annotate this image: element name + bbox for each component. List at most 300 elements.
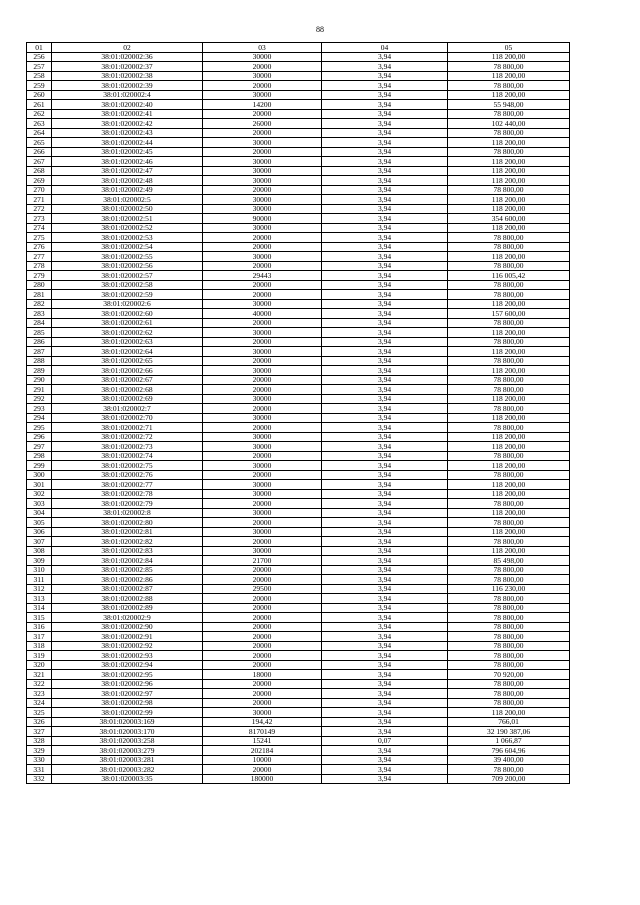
area-cell: 20000: [203, 375, 322, 385]
row-number-cell: 326: [27, 717, 52, 727]
table-row: [27, 147, 570, 157]
cadastral-number-cell: 38:01:020002:73: [52, 442, 203, 452]
cadastral-number-cell: 38:01:020002:60: [52, 309, 203, 319]
cadastral-number-cell: 38:01:020002:42: [52, 119, 203, 129]
row-number-cell: 267: [27, 157, 52, 167]
value-cell: 85 498,00: [448, 556, 570, 566]
cadastral-number-cell: 38:01:020002:40: [52, 100, 203, 110]
row-number-cell: 280: [27, 280, 52, 290]
value-cell: 78 800,00: [448, 81, 570, 91]
value-cell: 78 800,00: [448, 641, 570, 651]
row-number-cell: 273: [27, 214, 52, 224]
rate-cell: 3,94: [322, 366, 448, 376]
page-number: 88: [316, 25, 324, 34]
rate-cell: 3,94: [322, 698, 448, 708]
value-cell: 118 200,00: [448, 708, 570, 718]
rate-cell: 3,94: [322, 318, 448, 328]
area-cell: 30000: [203, 195, 322, 205]
rate-cell: 3,94: [322, 52, 448, 62]
cadastral-value-table: [26, 42, 570, 784]
row-number-cell: 318: [27, 641, 52, 651]
rate-cell: 3,94: [322, 432, 448, 442]
rate-cell: 3,94: [322, 337, 448, 347]
rate-cell: 3,94: [322, 641, 448, 651]
area-cell: 20000: [203, 679, 322, 689]
table-row: [27, 698, 570, 708]
rate-cell: 3,94: [322, 147, 448, 157]
value-cell: 78 800,00: [448, 594, 570, 604]
area-cell: 20000: [203, 81, 322, 91]
rate-cell: 3,94: [322, 261, 448, 271]
cadastral-number-cell: 38:01:020002:68: [52, 385, 203, 395]
area-cell: 20000: [203, 613, 322, 623]
table-row: [27, 375, 570, 385]
area-cell: 20000: [203, 337, 322, 347]
table-row: [27, 81, 570, 91]
table-row: [27, 708, 570, 718]
area-cell: 20000: [203, 594, 322, 604]
value-cell: 55 948,00: [448, 100, 570, 110]
rate-cell: 3,94: [322, 119, 448, 129]
value-cell: 78 800,00: [448, 470, 570, 480]
row-number-cell: 276: [27, 242, 52, 252]
row-number-cell: 256: [27, 52, 52, 62]
area-cell: 20000: [203, 147, 322, 157]
row-number-cell: 290: [27, 375, 52, 385]
table-row: [27, 280, 570, 290]
area-cell: 20000: [203, 385, 322, 395]
row-number-cell: 277: [27, 252, 52, 262]
value-cell: 78 800,00: [448, 765, 570, 775]
rate-cell: 3,94: [322, 689, 448, 699]
rate-cell: 3,94: [322, 594, 448, 604]
row-number-cell: 327: [27, 727, 52, 737]
area-cell: 20000: [203, 470, 322, 480]
rate-cell: 3,94: [322, 727, 448, 737]
value-cell: 78 800,00: [448, 632, 570, 642]
value-cell: 78 800,00: [448, 698, 570, 708]
table-row: [27, 489, 570, 499]
area-cell: 10000: [203, 755, 322, 765]
table-row: [27, 651, 570, 661]
value-cell: 118 200,00: [448, 223, 570, 233]
cadastral-number-cell: 38:01:020002:36: [52, 52, 203, 62]
cadastral-number-cell: 38:01:020002:61: [52, 318, 203, 328]
rate-cell: 3,94: [322, 413, 448, 423]
area-cell: 40000: [203, 309, 322, 319]
value-cell: 118 200,00: [448, 432, 570, 442]
value-cell: 78 800,00: [448, 518, 570, 528]
row-number-cell: 265: [27, 138, 52, 148]
rate-cell: 3,94: [322, 356, 448, 366]
value-cell: 78 800,00: [448, 261, 570, 271]
rate-cell: 3,94: [322, 461, 448, 471]
rate-cell: 3,94: [322, 556, 448, 566]
value-cell: 118 200,00: [448, 166, 570, 176]
value-cell: 78 800,00: [448, 404, 570, 414]
row-number-cell: 313: [27, 594, 52, 604]
rate-cell: 3,94: [322, 613, 448, 623]
value-cell: 118 200,00: [448, 328, 570, 338]
row-number-cell: 274: [27, 223, 52, 233]
value-cell: 354 600,00: [448, 214, 570, 224]
table-row: [27, 461, 570, 471]
rate-cell: 3,94: [322, 423, 448, 433]
rate-cell: 3,94: [322, 252, 448, 262]
rate-cell: 3,94: [322, 480, 448, 490]
rate-cell: 3,94: [322, 527, 448, 537]
row-number-cell: 261: [27, 100, 52, 110]
area-cell: 20000: [203, 318, 322, 328]
row-number-cell: 332: [27, 774, 52, 784]
value-cell: 157 600,00: [448, 309, 570, 319]
rate-cell: 3,94: [322, 328, 448, 338]
area-cell: 30000: [203, 347, 322, 357]
area-cell: 30000: [203, 480, 322, 490]
row-number-cell: 329: [27, 746, 52, 756]
area-cell: 26000: [203, 119, 322, 129]
area-cell: 30000: [203, 527, 322, 537]
area-cell: 30000: [203, 461, 322, 471]
table-row: [27, 62, 570, 72]
area-cell: 30000: [203, 489, 322, 499]
area-cell: 30000: [203, 508, 322, 518]
cadastral-number-cell: 38:01:020002:57: [52, 271, 203, 281]
value-cell: 78 800,00: [448, 679, 570, 689]
rate-cell: 3,94: [322, 755, 448, 765]
cadastral-number-cell: 38:01:020002:84: [52, 556, 203, 566]
area-cell: 30000: [203, 138, 322, 148]
rate-cell: 3,94: [322, 660, 448, 670]
value-cell: 78 800,00: [448, 613, 570, 623]
rate-cell: 3,94: [322, 575, 448, 585]
cadastral-number-cell: 38:01:020002:92: [52, 641, 203, 651]
cadastral-number-cell: 38:01:020002:37: [52, 62, 203, 72]
value-cell: 78 800,00: [448, 689, 570, 699]
area-cell: 30000: [203, 442, 322, 452]
value-cell: 78 800,00: [448, 451, 570, 461]
row-number-cell: 304: [27, 508, 52, 518]
rate-cell: 3,94: [322, 242, 448, 252]
area-cell: 30000: [203, 90, 322, 100]
value-cell: 78 800,00: [448, 356, 570, 366]
row-number-cell: 281: [27, 290, 52, 300]
table-row: [27, 214, 570, 224]
rate-cell: 3,94: [322, 204, 448, 214]
table-row: [27, 185, 570, 195]
cadastral-number-cell: 38:01:020002:69: [52, 394, 203, 404]
table-row: [27, 318, 570, 328]
rate-cell: 3,94: [322, 214, 448, 224]
row-number-cell: 294: [27, 413, 52, 423]
row-number-cell: 325: [27, 708, 52, 718]
cadastral-number-cell: 38:01:020002:74: [52, 451, 203, 461]
rate-cell: 3,94: [322, 651, 448, 661]
area-cell: 20000: [203, 128, 322, 138]
rate-cell: 3,94: [322, 708, 448, 718]
table-row: [27, 556, 570, 566]
cadastral-number-cell: 38:01:020002:44: [52, 138, 203, 148]
area-cell: 20000: [203, 603, 322, 613]
rate-cell: 3,94: [322, 518, 448, 528]
value-cell: 78 800,00: [448, 575, 570, 585]
cadastral-number-cell: 38:01:020002:87: [52, 584, 203, 594]
rate-cell: 3,94: [322, 442, 448, 452]
header-cell-01: 01: [27, 43, 52, 53]
table-row: [27, 271, 570, 281]
rate-cell: 3,94: [322, 81, 448, 91]
table-row: [27, 394, 570, 404]
cadastral-number-cell: 38:01:020003:279: [52, 746, 203, 756]
row-number-cell: 295: [27, 423, 52, 433]
row-number-cell: 282: [27, 299, 52, 309]
value-cell: 118 200,00: [448, 413, 570, 423]
cadastral-number-cell: 38:01:020003:282: [52, 765, 203, 775]
row-number-cell: 308: [27, 546, 52, 556]
row-number-cell: 314: [27, 603, 52, 613]
area-cell: 20000: [203, 423, 322, 433]
table-row: [27, 385, 570, 395]
row-number-cell: 321: [27, 670, 52, 680]
rate-cell: 3,94: [322, 185, 448, 195]
rate-cell: 3,94: [322, 717, 448, 727]
rate-cell: 3,94: [322, 679, 448, 689]
cadastral-number-cell: 38:01:020002:64: [52, 347, 203, 357]
cadastral-number-cell: 38:01:020002:91: [52, 632, 203, 642]
table-body: [27, 52, 570, 784]
row-number-cell: 303: [27, 499, 52, 509]
row-number-cell: 319: [27, 651, 52, 661]
row-number-cell: 310: [27, 565, 52, 575]
rate-cell: 3,94: [322, 489, 448, 499]
cadastral-number-cell: 38:01:020002:77: [52, 480, 203, 490]
area-cell: 20000: [203, 765, 322, 775]
value-cell: 118 200,00: [448, 71, 570, 81]
area-cell: 90000: [203, 214, 322, 224]
value-cell: 78 800,00: [448, 147, 570, 157]
cadastral-number-cell: 38:01:020002:41: [52, 109, 203, 119]
row-number-cell: 292: [27, 394, 52, 404]
row-number-cell: 268: [27, 166, 52, 176]
area-cell: 20000: [203, 537, 322, 547]
area-cell: 20000: [203, 261, 322, 271]
cadastral-number-cell: 38:01:020002:62: [52, 328, 203, 338]
cadastral-number-cell: 38:01:020002:43: [52, 128, 203, 138]
area-cell: 30000: [203, 223, 322, 233]
row-number-cell: 263: [27, 119, 52, 129]
table-row: [27, 138, 570, 148]
value-cell: 118 200,00: [448, 461, 570, 471]
header-cell-03: 03: [203, 43, 322, 53]
table-row: [27, 337, 570, 347]
table-row: [27, 632, 570, 642]
cadastral-number-cell: 38:01:020002:47: [52, 166, 203, 176]
cadastral-number-cell: 38:01:020002:6: [52, 299, 203, 309]
table-row: [27, 347, 570, 357]
rate-cell: 3,94: [322, 109, 448, 119]
rate-cell: 3,94: [322, 746, 448, 756]
table-row: [27, 613, 570, 623]
table-row: [27, 176, 570, 186]
area-cell: 20000: [203, 641, 322, 651]
value-cell: 78 800,00: [448, 565, 570, 575]
table-row: [27, 166, 570, 176]
rate-cell: 3,94: [322, 90, 448, 100]
value-cell: 78 800,00: [448, 109, 570, 119]
table-row: [27, 309, 570, 319]
area-cell: 29443: [203, 271, 322, 281]
cadastral-number-cell: 38:01:020002:59: [52, 290, 203, 300]
rate-cell: 3,94: [322, 166, 448, 176]
table-row: [27, 432, 570, 442]
cadastral-number-cell: 38:01:020002:56: [52, 261, 203, 271]
rate-cell: 3,94: [322, 765, 448, 775]
cadastral-number-cell: 38:01:020002:85: [52, 565, 203, 575]
value-cell: 118 200,00: [448, 527, 570, 537]
row-number-cell: 296: [27, 432, 52, 442]
cadastral-number-cell: 38:01:020002:63: [52, 337, 203, 347]
area-cell: 30000: [203, 166, 322, 176]
row-number-cell: 298: [27, 451, 52, 461]
row-number-cell: 302: [27, 489, 52, 499]
row-number-cell: 269: [27, 176, 52, 186]
value-cell: 78 800,00: [448, 62, 570, 72]
area-cell: 20000: [203, 233, 322, 243]
rate-cell: 3,94: [322, 223, 448, 233]
value-cell: 78 800,00: [448, 337, 570, 347]
cadastral-number-cell: 38:01:020002:9: [52, 613, 203, 623]
cadastral-number-cell: 38:01:020002:51: [52, 214, 203, 224]
row-number-cell: 262: [27, 109, 52, 119]
value-cell: 118 200,00: [448, 508, 570, 518]
rate-cell: 3,94: [322, 62, 448, 72]
table-row: [27, 442, 570, 452]
table-row: [27, 90, 570, 100]
value-cell: 118 200,00: [448, 480, 570, 490]
row-number-cell: 324: [27, 698, 52, 708]
table-row: [27, 527, 570, 537]
value-cell: 78 800,00: [448, 185, 570, 195]
value-cell: 32 190 387,06: [448, 727, 570, 737]
cadastral-number-cell: 38:01:020002:67: [52, 375, 203, 385]
row-number-cell: 287: [27, 347, 52, 357]
cadastral-number-cell: 38:01:020002:50: [52, 204, 203, 214]
row-number-cell: 257: [27, 62, 52, 72]
rate-cell: 3,94: [322, 508, 448, 518]
value-cell: 78 800,00: [448, 499, 570, 509]
table-row: [27, 518, 570, 528]
table-row: [27, 252, 570, 262]
rate-cell: 3,94: [322, 499, 448, 509]
rate-cell: 3,94: [322, 280, 448, 290]
rate-cell: 3,94: [322, 195, 448, 205]
row-number-cell: 322: [27, 679, 52, 689]
rate-cell: 3,94: [322, 394, 448, 404]
area-cell: 20000: [203, 575, 322, 585]
table-row: [27, 670, 570, 680]
area-cell: 20000: [203, 499, 322, 509]
row-number-cell: 328: [27, 736, 52, 746]
row-number-cell: 323: [27, 689, 52, 699]
cadastral-number-cell: 38:01:020002:80: [52, 518, 203, 528]
row-number-cell: 317: [27, 632, 52, 642]
row-number-cell: 258: [27, 71, 52, 81]
header-cell-05: 05: [448, 43, 570, 53]
rate-cell: 3,94: [322, 470, 448, 480]
row-number-cell: 316: [27, 622, 52, 632]
area-cell: 30000: [203, 708, 322, 718]
cadastral-number-cell: 38:01:020002:86: [52, 575, 203, 585]
area-cell: 20000: [203, 660, 322, 670]
table-row: [27, 204, 570, 214]
area-cell: 30000: [203, 366, 322, 376]
header-cell-04: 04: [322, 43, 448, 53]
area-cell: 30000: [203, 546, 322, 556]
cadastral-number-cell: 38:01:020002:55: [52, 252, 203, 262]
table-row: [27, 689, 570, 699]
rate-cell: 3,94: [322, 138, 448, 148]
table-row: [27, 727, 570, 737]
cadastral-number-cell: 38:01:020003:35: [52, 774, 203, 784]
value-cell: 78 800,00: [448, 537, 570, 547]
row-number-cell: 297: [27, 442, 52, 452]
value-cell: 78 800,00: [448, 603, 570, 613]
rate-cell: 3,94: [322, 774, 448, 784]
area-cell: 14200: [203, 100, 322, 110]
table-row: [27, 736, 570, 746]
area-cell: 202184: [203, 746, 322, 756]
row-number-cell: 300: [27, 470, 52, 480]
row-number-cell: 291: [27, 385, 52, 395]
value-cell: 70 920,00: [448, 670, 570, 680]
cadastral-number-cell: 38:01:020002:90: [52, 622, 203, 632]
row-number-cell: 286: [27, 337, 52, 347]
value-cell: 78 800,00: [448, 651, 570, 661]
table-row: [27, 100, 570, 110]
cadastral-number-cell: 38:01:020002:52: [52, 223, 203, 233]
table-row: [27, 128, 570, 138]
row-number-cell: 331: [27, 765, 52, 775]
area-cell: 20000: [203, 622, 322, 632]
row-number-cell: 315: [27, 613, 52, 623]
value-cell: 118 200,00: [448, 204, 570, 214]
rate-cell: 3,94: [322, 157, 448, 167]
area-cell: 15241: [203, 736, 322, 746]
row-number-cell: 278: [27, 261, 52, 271]
value-cell: 118 200,00: [448, 299, 570, 309]
area-cell: 20000: [203, 356, 322, 366]
area-cell: 30000: [203, 299, 322, 309]
value-cell: 39 400,00: [448, 755, 570, 765]
rate-cell: 3,94: [322, 271, 448, 281]
area-cell: 20000: [203, 632, 322, 642]
row-number-cell: 289: [27, 366, 52, 376]
rate-cell: 3,94: [322, 546, 448, 556]
value-cell: 78 800,00: [448, 242, 570, 252]
rate-cell: 3,94: [322, 385, 448, 395]
table-row: [27, 508, 570, 518]
row-number-cell: 307: [27, 537, 52, 547]
value-cell: 709 200,00: [448, 774, 570, 784]
cadastral-number-cell: 38:01:020002:4: [52, 90, 203, 100]
rate-cell: 3,94: [322, 233, 448, 243]
area-cell: 20000: [203, 62, 322, 72]
cadastral-number-cell: 38:01:020002:81: [52, 527, 203, 537]
table-row: [27, 451, 570, 461]
table-row: [27, 157, 570, 167]
cadastral-number-cell: 38:01:020002:94: [52, 660, 203, 670]
area-cell: 180000: [203, 774, 322, 784]
